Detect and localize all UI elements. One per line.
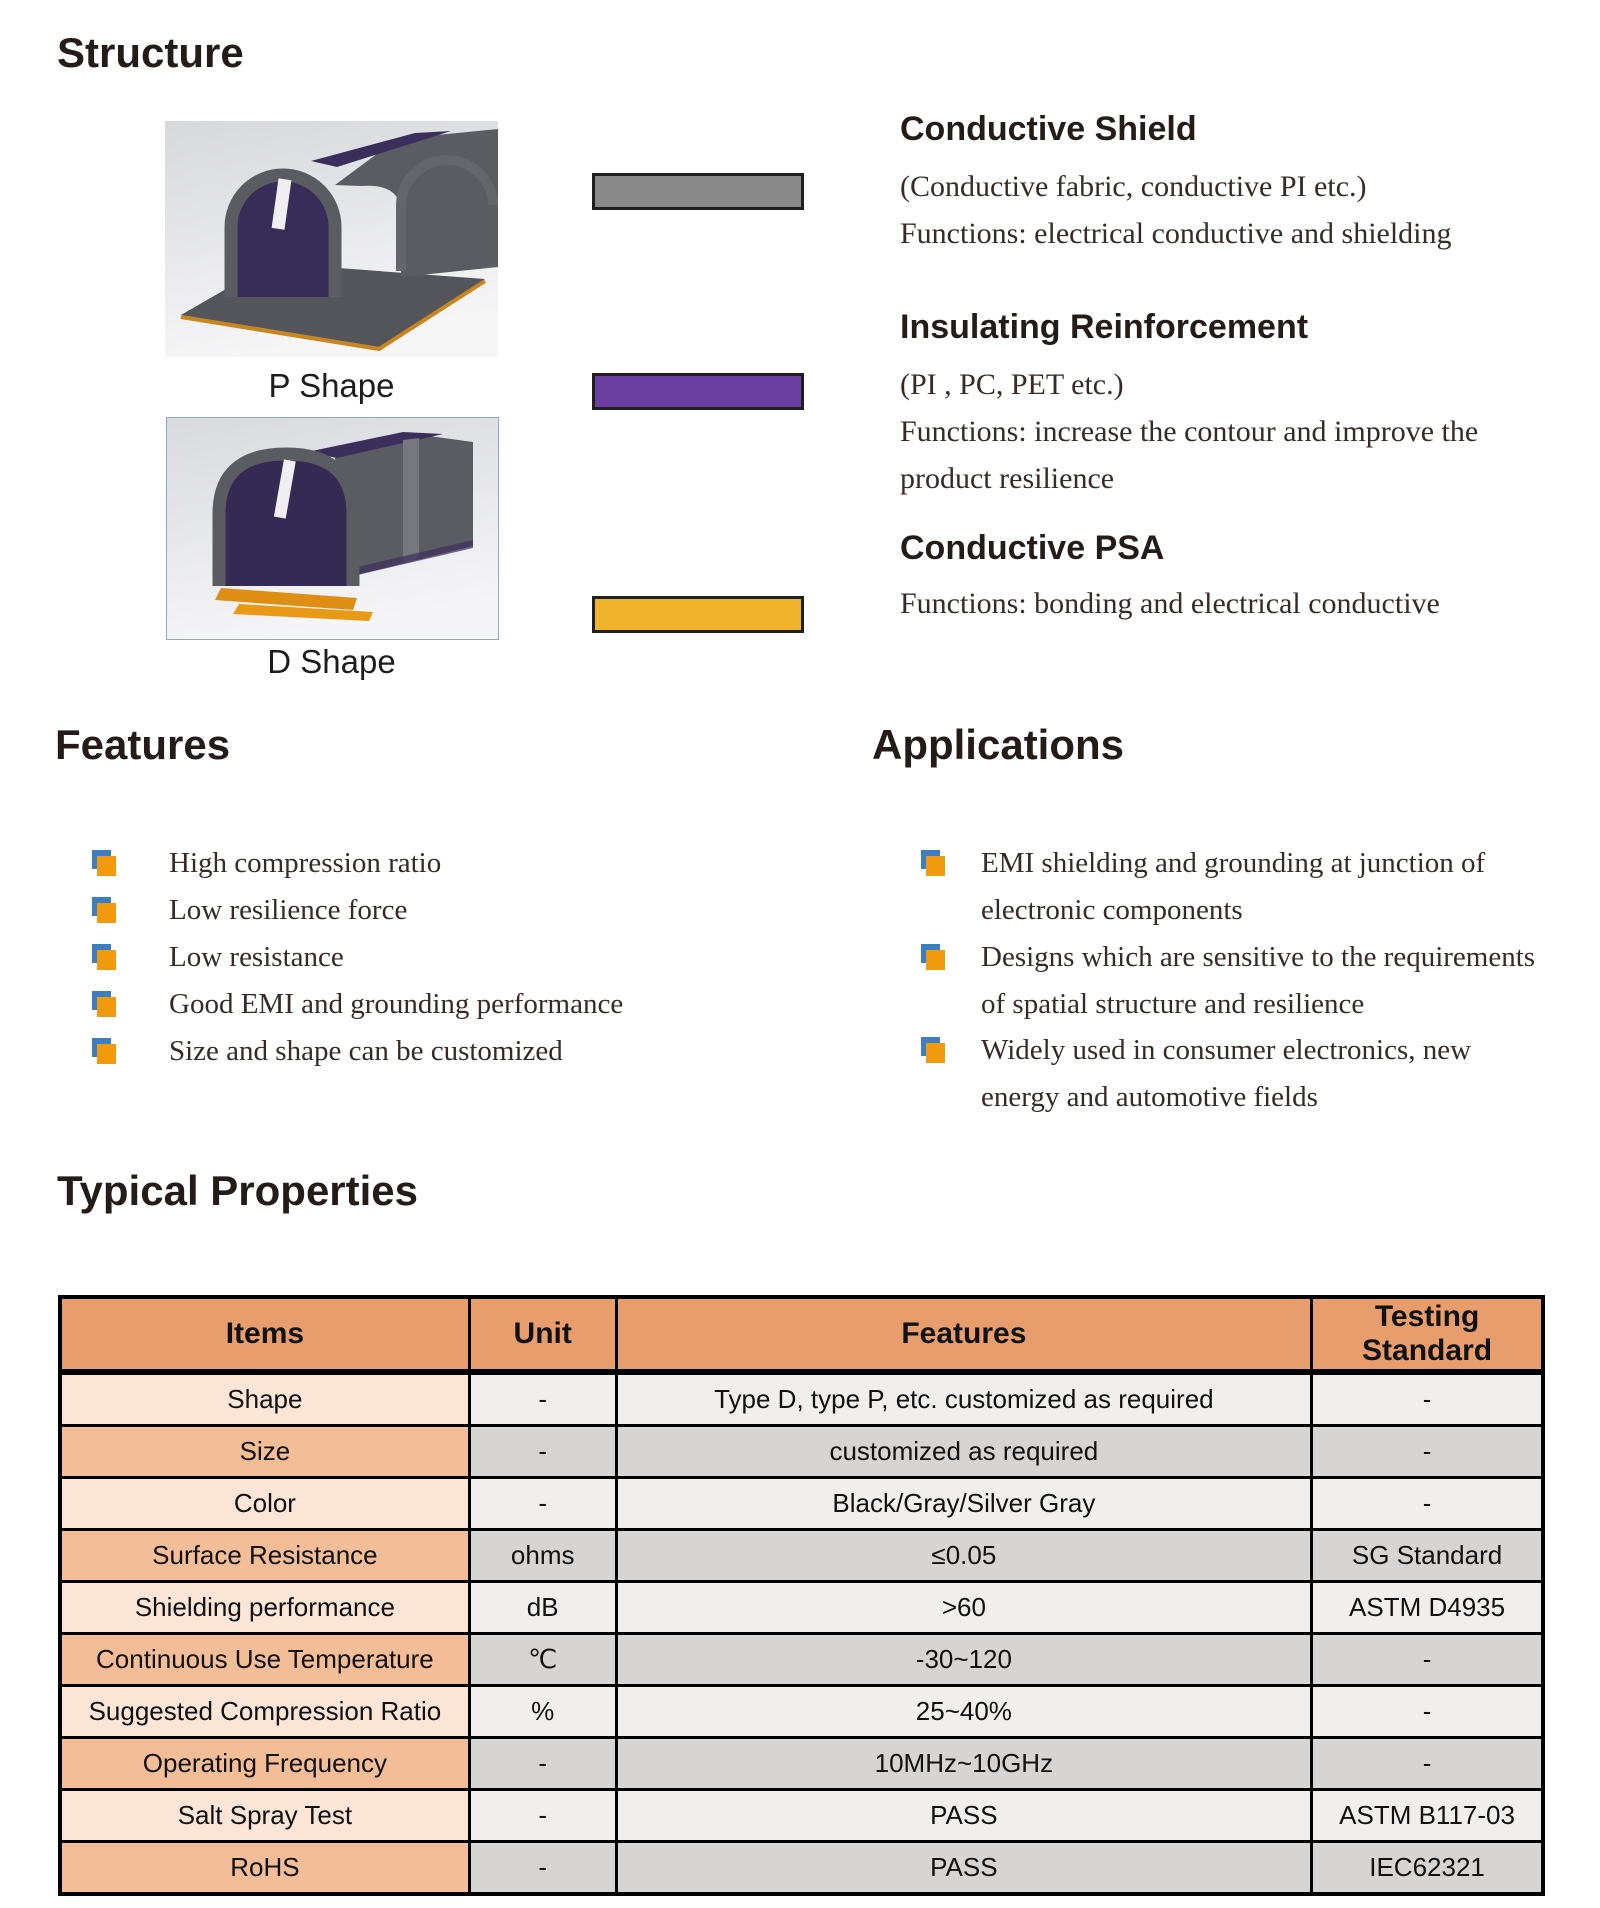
feature-item-label: Good EMI and grounding performance: [169, 988, 624, 1020]
column-header-unit: Unit: [469, 1297, 616, 1372]
insulating-reinforcement-line-1: (PI , PC, PET etc.): [900, 368, 1124, 401]
table-cell: Type D, type P, etc. customized as required: [616, 1372, 1312, 1426]
table-row: [60, 1842, 1543, 1895]
table-cell: -: [1312, 1634, 1543, 1686]
table-cell: -: [469, 1790, 616, 1842]
table-cell: Surface Resistance: [60, 1530, 469, 1582]
table-cell: 10MHz~10GHz: [616, 1738, 1312, 1790]
table-header-row: [60, 1297, 1543, 1372]
feature-item-label: Low resistance: [169, 941, 344, 973]
table-cell: ℃: [469, 1634, 616, 1686]
square-bullet-icon: [921, 1037, 946, 1063]
insulating-reinforcement-line-2: Functions: increase the contour and improve the: [900, 415, 1479, 448]
feature-item: [92, 887, 789, 934]
square-bullet-icon: [921, 944, 946, 970]
table-row: [60, 1530, 1543, 1582]
table-cell: Shielding performance: [60, 1582, 469, 1634]
table-cell: -: [1312, 1478, 1543, 1530]
table-row: [60, 1686, 1543, 1738]
conductive-shield-line-1: (Conductive fabric, conductive PI etc.): [900, 170, 1367, 203]
table-cell: RoHS: [60, 1842, 469, 1895]
table-cell: ohms: [469, 1530, 616, 1582]
application-item: [921, 1027, 1581, 1121]
typical-properties-title: Typical Properties: [57, 1167, 419, 1214]
table-cell: -: [469, 1478, 616, 1530]
table-cell: ASTM B117-03: [1312, 1790, 1543, 1842]
table-cell: customized as required: [616, 1426, 1312, 1478]
table-cell: Operating Frequency: [60, 1738, 469, 1790]
table-row: [60, 1738, 1543, 1790]
conductive-shield-swatch: [592, 173, 804, 210]
conductive-psa-line-1: Functions: bonding and electrical conductive: [900, 587, 1440, 620]
square-bullet-icon: [92, 991, 117, 1017]
square-bullet-icon: [92, 1038, 117, 1064]
feature-item-label: Low resilience force: [169, 894, 408, 926]
feature-item: [92, 934, 789, 981]
table-cell: ≤0.05: [616, 1530, 1312, 1582]
table-row: [60, 1426, 1543, 1478]
table-cell: Black/Gray/Silver Gray: [616, 1478, 1312, 1530]
feature-item: [92, 1028, 789, 1075]
table-cell: 25~40%: [616, 1686, 1312, 1738]
conductive-shield-line-2: Functions: electrical conductive and shielding: [900, 217, 1452, 250]
table-row: [60, 1790, 1543, 1842]
column-header-items: Items: [60, 1297, 469, 1372]
table-cell: Color: [60, 1478, 469, 1530]
table-cell: -: [1312, 1738, 1543, 1790]
square-bullet-icon: [921, 850, 946, 876]
table-cell: PASS: [616, 1842, 1312, 1895]
table-cell: Salt Spray Test: [60, 1790, 469, 1842]
applications-title: Applications: [872, 721, 1125, 768]
table-row: [60, 1372, 1543, 1426]
typical-properties-table: [58, 1295, 1545, 1896]
table-cell: -: [1312, 1372, 1543, 1426]
table-cell: Continuous Use Temperature: [60, 1634, 469, 1686]
insulating-reinforcement-swatch: [592, 373, 804, 410]
table-cell: -: [469, 1842, 616, 1895]
square-bullet-icon: [92, 897, 117, 923]
column-header-features: Features: [616, 1297, 1312, 1372]
application-item: [921, 934, 1581, 1028]
table-cell: IEC62321: [1312, 1842, 1543, 1895]
properties-table-body: [60, 1372, 1543, 1894]
table-cell: %: [469, 1686, 616, 1738]
table-row: [60, 1478, 1543, 1530]
feature-item-label: Size and shape can be customized: [169, 1035, 563, 1067]
table-cell: dB: [469, 1582, 616, 1634]
table-cell: Size: [60, 1426, 469, 1478]
structure-title: Structure: [57, 29, 244, 76]
table-cell: Shape: [60, 1372, 469, 1426]
features-title: Features: [55, 721, 231, 768]
p-shape-label: P Shape: [268, 367, 395, 404]
table-row: [60, 1582, 1543, 1634]
table-row: [60, 1634, 1543, 1686]
d-shape-label: D Shape: [267, 643, 396, 680]
table-cell: -30~120: [616, 1634, 1312, 1686]
column-header-testing-standard: Testing Standard: [1312, 1297, 1543, 1372]
table-cell: -: [469, 1426, 616, 1478]
application-item-label: EMI shielding and grounding at junction of electronic components: [981, 847, 1486, 926]
d-shape-3d-render: [167, 418, 498, 639]
table-cell: ASTM D4935: [1312, 1582, 1543, 1634]
table-cell: PASS: [616, 1790, 1312, 1842]
table-cell: Suggested Compression Ratio: [60, 1686, 469, 1738]
table-cell: -: [469, 1372, 616, 1426]
conductive-psa-heading: Conductive PSA: [900, 529, 1165, 567]
p-shape-3d-render: [165, 121, 498, 357]
insulating-reinforcement-line-3: product resilience: [900, 462, 1115, 495]
table-cell: SG Standard: [1312, 1530, 1543, 1582]
d-shape-illustration: [166, 417, 499, 640]
conductive-shield-heading: Conductive Shield: [900, 110, 1197, 148]
application-item-label: Widely used in consumer electronics, new energy and automotive fields: [981, 1034, 1472, 1113]
square-bullet-icon: [92, 850, 117, 876]
table-cell: -: [1312, 1686, 1543, 1738]
conductive-psa-swatch: [592, 596, 804, 633]
feature-item: [92, 840, 789, 887]
application-item: [921, 840, 1581, 934]
p-shape-illustration: [165, 121, 498, 357]
application-item-label: Designs which are sensitive to the requirements of spatial structure and resilience: [981, 941, 1536, 1020]
insulating-reinforcement-heading: Insulating Reinforcement: [900, 308, 1309, 346]
table-cell: -: [469, 1738, 616, 1790]
table-cell: >60: [616, 1582, 1312, 1634]
table-cell: -: [1312, 1426, 1543, 1478]
feature-item-label: High compression ratio: [169, 847, 442, 879]
square-bullet-icon: [92, 944, 117, 970]
feature-item: [92, 981, 789, 1028]
